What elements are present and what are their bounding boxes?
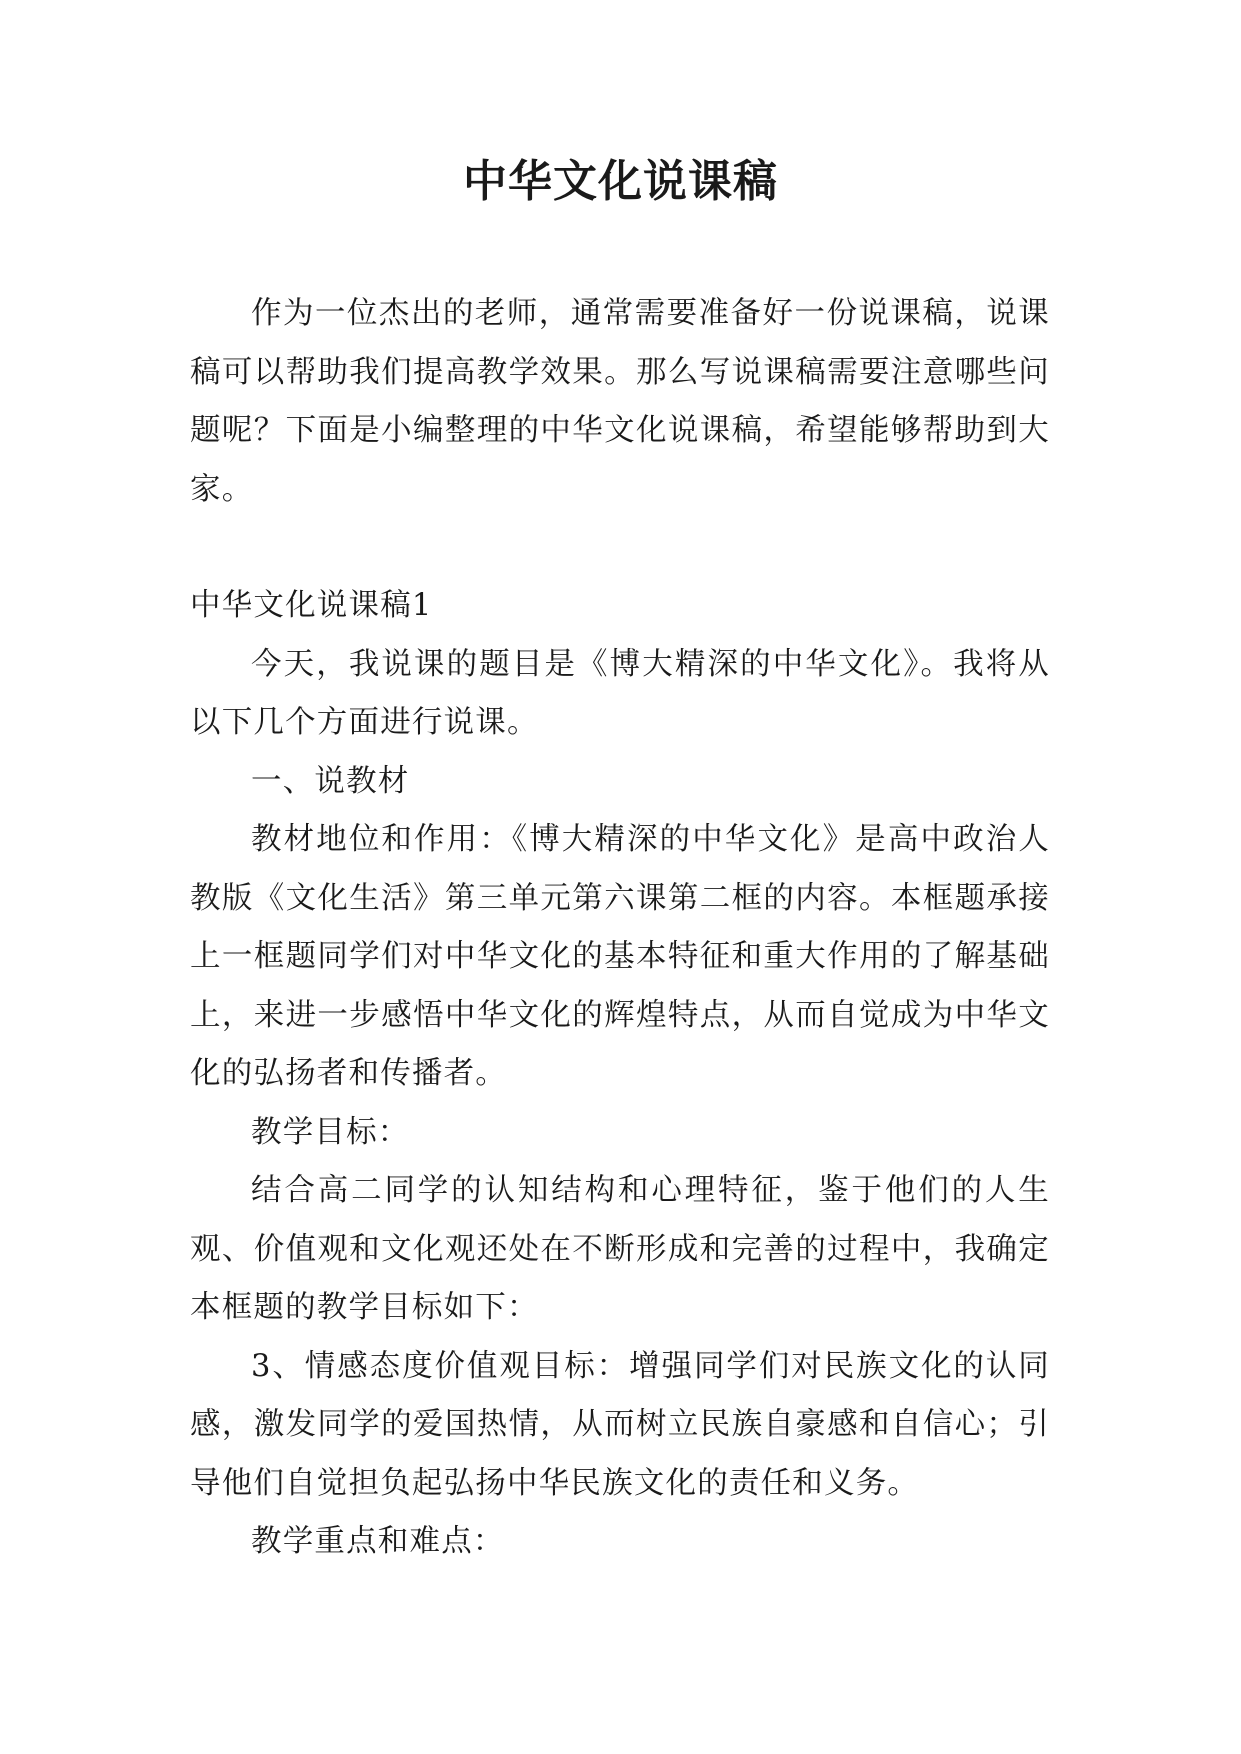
subheading-key-points: 教学重点和难点： xyxy=(251,1524,505,1559)
document-body xyxy=(190,285,1050,1572)
body-paragraph: 3、情感态度价值观目标：增强同学们对民族文化的认同感，激发同学的爱国热情，从而树立民族自豪感和自信心；引导他们自觉担负起弘扬中华民族文化的责任和义务。 xyxy=(190,1348,1050,1501)
section-heading: 中华文化说课稿1 xyxy=(190,588,433,623)
subheading-textbook: 一、说教材 xyxy=(251,763,410,799)
intro-paragraph: 作为一位杰出的老师，通常需要准备好一份说课稿，说课稿可以帮助我们提高教学效果。那么写说课稿需要注意哪些问题呢？下面是小编整理的中华文化说课稿，希望能够帮助到大家。 xyxy=(190,296,1050,507)
body-paragraph: 今天，我说课的题目是《博大精深的中华文化》。我将从以下几个方面进行说课。 xyxy=(190,646,1050,740)
spacer xyxy=(190,519,1050,577)
subheading-goals: 教学目标： xyxy=(251,1114,410,1150)
body-paragraph: 结合高二同学的认知结构和心理特征，鉴于他们的人生观、价值观和文化观还处在不断形成和完善的过程中，我确定本框题的教学目标如下： xyxy=(190,1173,1050,1325)
document-title: 中华文化说课稿 xyxy=(463,156,778,207)
body-paragraph: 教材地位和作用：《博大精深的中华文化》是高中政治人教版《文化生活》第三单元第六课第二框的内容。本框题承接上一框题同学们对中华文化的基本特征和重大作用的了解基础上，来进一步感悟中华文化的辉煌特点，从而自觉成为中华文化的弘扬者和传播者。 xyxy=(190,822,1050,1091)
